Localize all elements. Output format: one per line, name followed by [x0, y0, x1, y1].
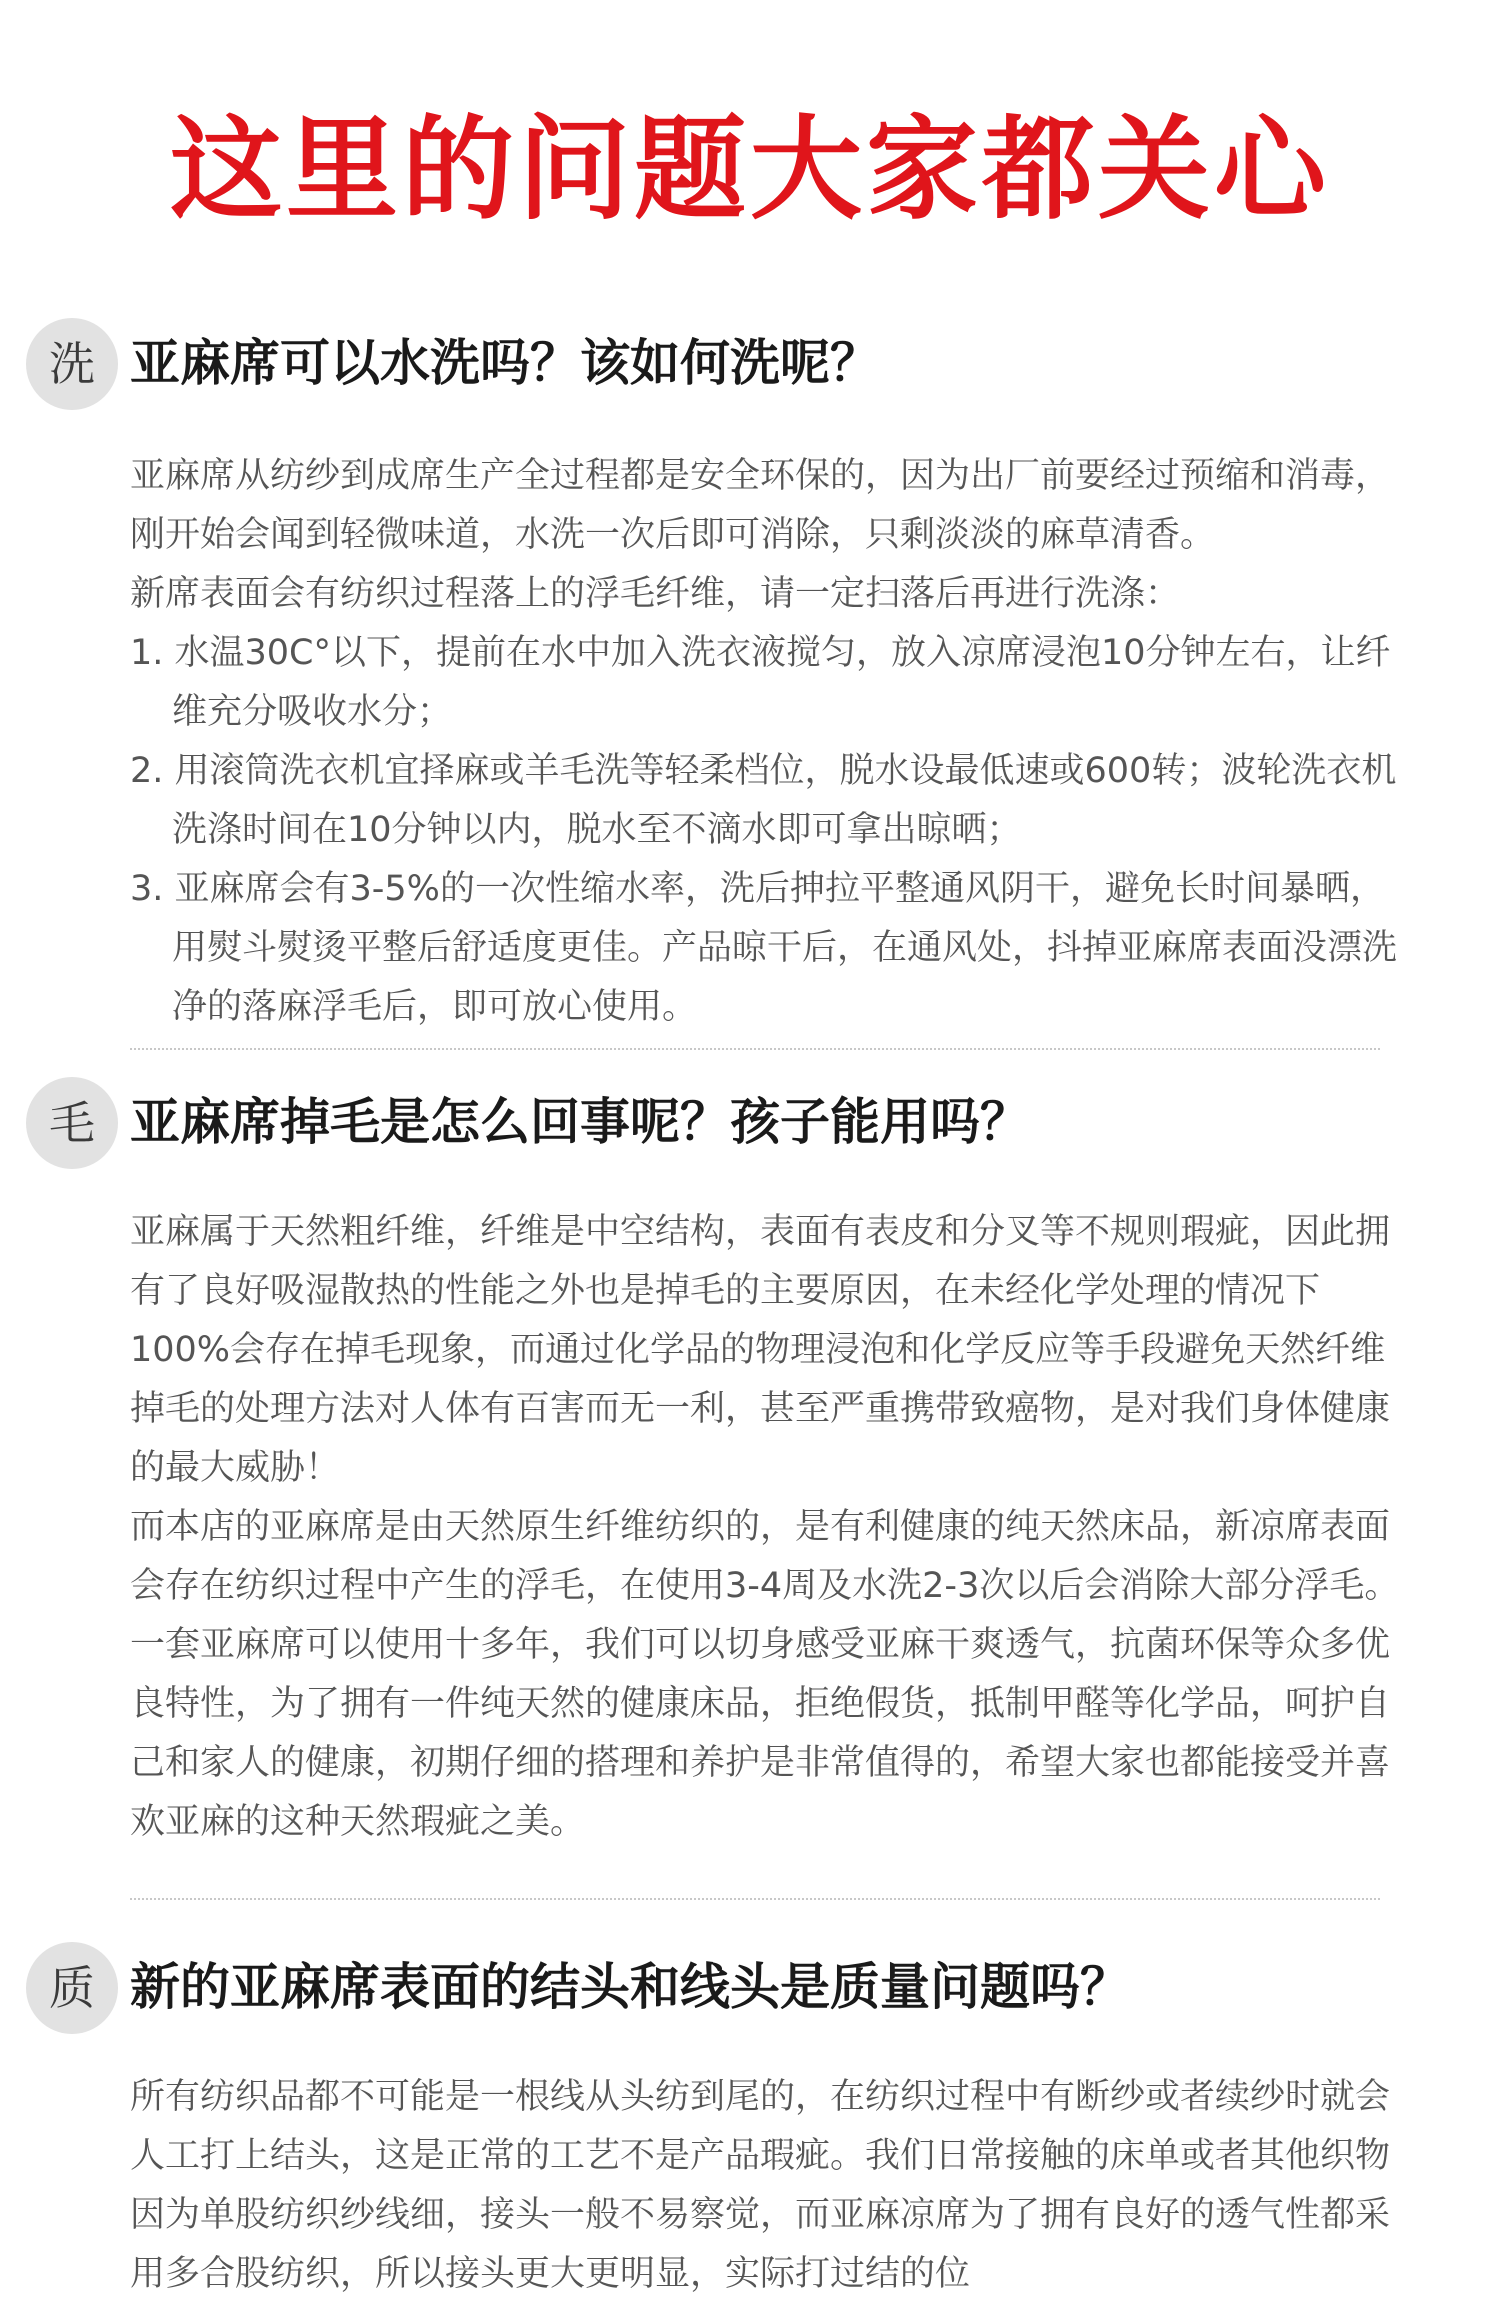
- section-title-knots: 新的亚麻席表面的结头和线头是质量问题吗？: [130, 1958, 1130, 2016]
- list-item: 2. 用滚筒洗衣机宜择麻或羊毛洗等轻柔档位，脱水设最低速或600转；波轮洗衣机洗涤时间在10分钟以内，脱水至不滴水即可拿出晾晒；: [130, 751, 1397, 850]
- paragraph: 所有纺织品都不可能是一根线从头纺到尾的，在纺织过程中有断纱或者续纱时就会人工打上结头，这是正常的工艺不是产品瑕疵。我们日常接触的床单或者其他织物因为单股纺织纱线细，接头一般不易察觉，而亚麻凉席为了拥有良好的透气性都采用多合股纺织，所以接头更大更明显，实际打过结的位: [130, 2077, 1391, 2294]
- paragraph: 亚麻属于天然粗纤维，纤维是中空结构，表面有表皮和分叉等不规则瑕疵，因此拥有了良好吸湿散热的性能之外也是掉毛的主要原因，在未经化学处理的情况下100%会存在掉毛现象，而通过化学品的物理浸泡和化学反应等手段避免天然纤维掉毛的处理方法对人体有百害而无一利，甚至严重携带致癌物，是对我们身体健康的最大威胁！: [130, 1212, 1391, 1488]
- list-item: 3. 亚麻席会有3-5%的一次性缩水率，洗后抻拉平整通风阴干，避免长时间暴晒，用熨斗熨烫平整后舒适度更佳。产品晾干后，在通风处，抖掉亚麻席表面没漂洗净的落麻浮毛后，即可放心使用。: [130, 869, 1398, 1027]
- section-divider: [130, 1898, 1380, 1900]
- paragraph: 亚麻席从纺纱到成席生产全过程都是安全环保的，因为出厂前要经过预缩和消毒，刚开始会闻到轻微味道，水洗一次后即可消除，只剩淡淡的麻草清香。: [130, 456, 1391, 555]
- paragraph: 而本店的亚麻席是由天然原生纤维纺织的，是有利健康的纯天然床品，新凉席表面会存在纺织过程中产生的浮毛，在使用3-4周及水洗2-3次以后会消除大部分浮毛。一套亚麻席可以使用十多年，我们可以切身感受亚麻干爽透气，抗菌环保等众多优良特性，为了拥有一件纯天然的健康床品，拒绝假货，抵制甲醛等化学品，呵护自己和家人的健康，初期仔细的搭理和养护是非常值得的，希望大家也都能接受并喜欢亚麻的这种天然瑕疵之美。: [130, 1507, 1400, 1842]
- section-title-washing: 亚麻席可以水洗吗？该如何洗呢？: [130, 334, 880, 392]
- quality-badge: 质: [26, 1942, 118, 2034]
- paragraph: 新席表面会有纺织过程落上的浮毛纤维，请一定扫落后再进行洗涤：: [130, 574, 1181, 614]
- section-divider: [130, 1048, 1380, 1050]
- section-title-shedding: 亚麻席掉毛是怎么回事呢？孩子能用吗？: [130, 1093, 1030, 1151]
- wash-badge: 洗: [26, 318, 118, 410]
- section-body-shedding: [130, 1203, 1400, 1852]
- lint-badge: 毛: [26, 1077, 118, 1169]
- list-item: 1. 水温30C°以下，提前在水中加入洗衣液搅匀，放入凉席浸泡10分钟左右，让纤维充分吸收水分；: [130, 633, 1391, 732]
- section-body-washing: [130, 447, 1400, 1037]
- page-title: 这里的问题大家都关心: [170, 104, 1330, 235]
- section-body-knots: [130, 2068, 1400, 2304]
